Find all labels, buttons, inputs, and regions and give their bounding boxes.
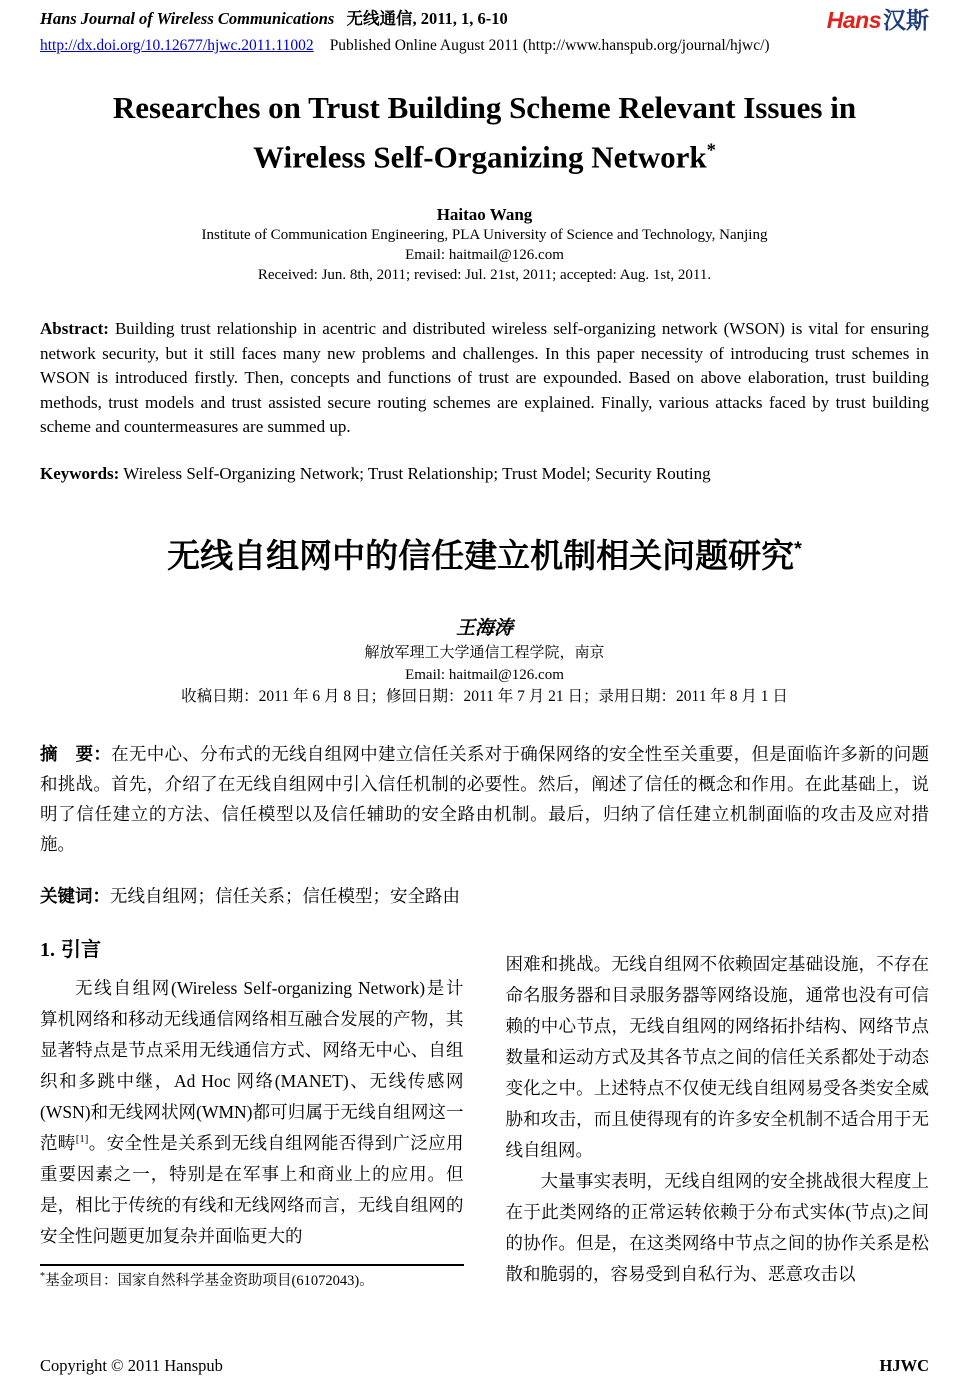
- hans-logo-latin: Hans: [826, 7, 881, 33]
- paper-title-en-line2: Wireless Self-Organizing Network: [253, 139, 707, 175]
- title-cn-footnote-mark: *: [794, 537, 802, 560]
- keywords-text-en: Wireless Self-Organizing Network; Trust Relationship; Trust Model; Security Routing: [119, 463, 711, 483]
- journal-title: Hans Journal of Wireless Communications: [40, 9, 335, 28]
- section-1-paragraph-left: [40, 973, 464, 1252]
- footnote-mark: *: [40, 1271, 46, 1282]
- author-affiliation-cn: 解放军理工大学通信工程学院，南京: [364, 644, 605, 661]
- section-1-heading: [40, 937, 464, 963]
- author-email-cn: Email: haitmail@126.com: [405, 666, 564, 683]
- left-para-text-cont: 。安全性是关系到无线自组网能否得到广泛应用重要因素之一，特别是在军事上和商业上的应用。但是，相比于传统的有线和无线网络而言，无线自组网的安全性问题更加复杂并面临更大的: [40, 1132, 464, 1246]
- left-column: [40, 937, 464, 1291]
- abstract-cn: [40, 739, 929, 859]
- keywords-cn: [40, 883, 929, 909]
- section-1-number: 1.: [40, 938, 55, 961]
- section-1-paragraph-right-1: 困难和挑战。无线自组网不依赖固定基础设施，不存在命名服务器和目录服务器等网络设施，通常也没有可信赖的中心节点，无线自组网的网络拓扑结构、网络节点数量和运动方式及其各节点之间的信任关系都处于动态变化之中。上述特点不仅使无线自组网易受各类安全威胁和攻击，而且使得现有的许多安全机制不适合用于无线自组网。: [505, 953, 929, 1160]
- abstract-label-en: Abstract:: [40, 319, 109, 339]
- section-1-paragraph-right-2: 大量事实表明，无线自组网的安全挑战很大程度上在于此类网络的正常运转依赖于分布式实体(节点)之间的协作。但是，在这类网络中节点之间的协作关系是松散和脆弱的，容易受到自私行为、恶意攻击以: [505, 1170, 929, 1284]
- section-1-title: 引言: [61, 938, 101, 961]
- page-header: [40, 8, 929, 32]
- hans-logo-cn: 汉斯: [883, 7, 929, 33]
- hans-logo: [827, 8, 929, 32]
- received-dates-cn: 收稿日期：2011 年 6 月 8 日；修回日期：2011 年 7 月 21 日；录用日期：2011 年 8 月 1 日: [181, 687, 788, 705]
- journal-line: [40, 8, 508, 30]
- journal-abbreviation: HJWC: [879, 1356, 929, 1375]
- journal-issue-info: 无线通信, 2011, 1, 6-10: [346, 9, 508, 28]
- paper-title-en-line1: Researches on Trust Building Scheme Relevant Issues in: [112, 90, 857, 125]
- page-footer: [40, 1355, 929, 1377]
- abstract-text-en: Building trust relationship in acentric and distributed wireless self-organizing network (WSON) is vital for ensuring network security, but it still faces many new problems and challenges. In this paper necessity of introducing trust schemes in WSON is introduced firstly. Then, concepts and functions of trust are expounded. Based on above elaboration, trust building methods, trust models and trust assisted secure routing schemes are explained. Finally, various attacks faced by trust building scheme and countermeasures are summed up.: [40, 319, 929, 437]
- left-para-text: 无线自组网(Wireless Self-organizing Network)是计算机网络和移动无线通信网络相互融合发展的产物，其显著特点是节点采用无线通信方式、网络无中心、自组织和多跳中继，Ad Hoc 网络(MANET)、无线传感网(WSN)和无线网状网(WMN)都可归属于无线自组网这一范畴: [40, 977, 464, 1153]
- body-columns: [40, 937, 929, 1291]
- funding-footnote: [40, 1264, 464, 1291]
- copyright-text: Copyright © 2011 Hanspub: [40, 1356, 223, 1375]
- paper-title-cn: [40, 526, 929, 579]
- title-footnote-mark: *: [706, 140, 716, 161]
- received-dates-en: Received: Jun. 8th, 2011; revised: Jul. 21st, 2011; accepted: Aug. 1st, 2011.: [257, 267, 712, 284]
- abstract-label-cn: 摘 要：: [40, 743, 112, 764]
- author-affiliation-en: Institute of Communication Engineering, PLA University of Science and Technology, Nanjing: [201, 227, 768, 244]
- keywords-en: [40, 462, 929, 486]
- doi-line: [40, 36, 929, 56]
- author-name-cn: 王海涛: [455, 617, 513, 639]
- keywords-text-cn: 无线自组网；信任关系；信任模型；安全路由: [110, 885, 460, 906]
- doi-link[interactable]: http://dx.doi.org/10.12677/hjwc.2011.11002: [40, 37, 314, 54]
- author-email-en: Email: haitmail@126.com: [405, 247, 564, 264]
- published-online-text: Published Online August 2011 (http://www.hanspub.org/journal/hjwc/): [329, 37, 770, 54]
- keywords-label-cn: 关键词：: [40, 885, 110, 906]
- right-column: [506, 937, 930, 1291]
- paper-title-cn-text: 无线自组网中的信任建立机制相关问题研究: [167, 536, 795, 574]
- paper-title-en: [40, 86, 929, 178]
- keywords-label-en: Keywords:: [40, 463, 120, 483]
- citation-1: [1]: [75, 1133, 89, 1145]
- abstract-text-cn: 在无中心、分布式的无线自组网中建立信任关系对于确保网络的安全性至关重要，但是面临许多新的问题和挑战。首先，介绍了在无线自组网中引入信任机制的必要性。然后，阐述了信任的概念和作用。在此基础上，说明了信任建立的方法、信任模型以及信任辅助的安全路由机制。最后，归纳了信任建立机制面临的攻击及应对措施。: [40, 743, 930, 854]
- footnote-text: 基金项目：国家自然科学基金资助项目(61072043)。: [45, 1272, 374, 1289]
- author-name-en: Haitao Wang: [436, 205, 533, 225]
- abstract-en: [40, 317, 929, 440]
